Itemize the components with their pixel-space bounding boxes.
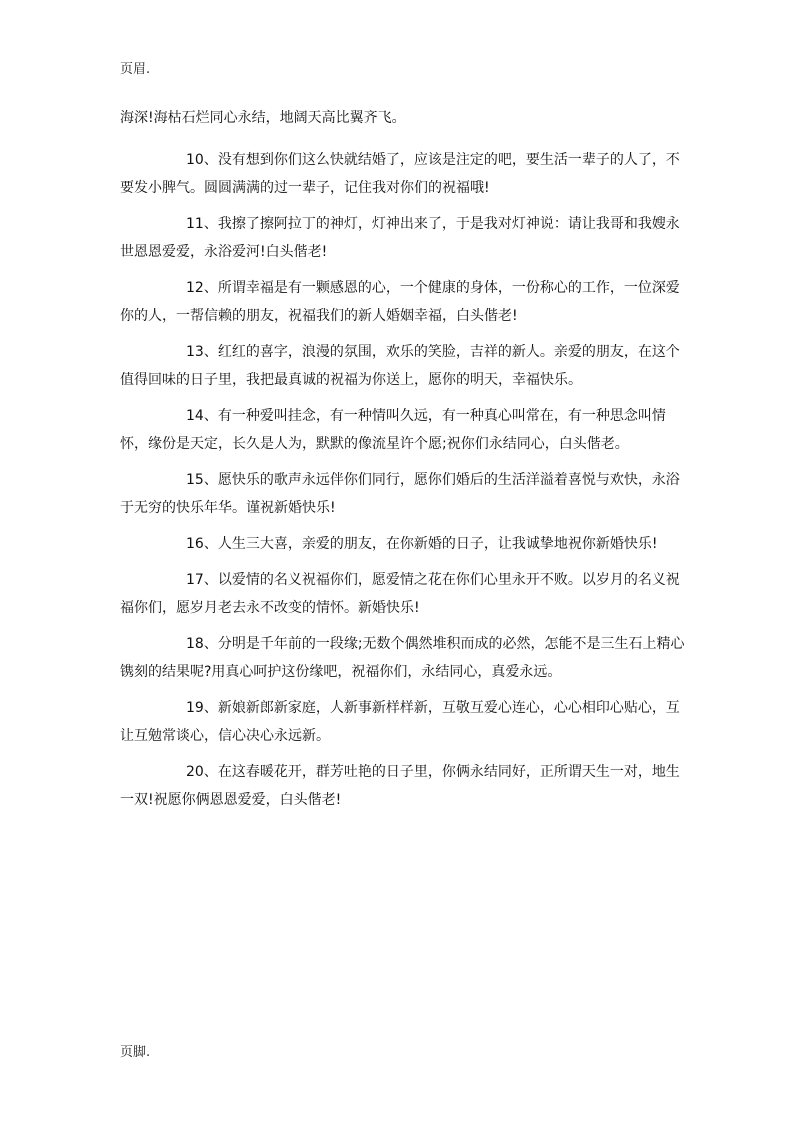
wish-item-16: 16、人生三大喜，亲爱的朋友，在你新婚的日子，让我诚挚地祝你新婚快乐!: [186, 536, 658, 552]
wish-item-18: 18、分明是千年前的一段缘;无数个偶然堆积而成的必然，怎能不是三生石上精心镌刻的结果呢?用真心呵护这份缘吧，祝福你们，永结同心，真爱永远。: [120, 636, 685, 680]
wish-item-10: 10、没有想到你们这么快就结婚了，应该是注定的吧，要生活一辈子的人了，不要发小脾气。圆圆满满的过一辈子，记住我对你们的祝福哦!: [120, 152, 680, 196]
page-header: 页眉.: [120, 62, 151, 77]
wish-item-12: 12、所谓幸福是有一颗感恩的心，一个健康的身体，一份称心的工作，一位深爱你的人，一帮信赖的朋友，祝福我们的新人婚姻幸福，白头偕老!: [120, 280, 680, 324]
wish-item-15: 15、愿快乐的歌声永远伴你们同行，愿你们婚后的生活洋溢着喜悦与欢快，永浴于无穷的快乐年华。谨祝新婚快乐!: [120, 472, 680, 516]
wish-item-14: 14、有一种爱叫挂念，有一种情叫久远，有一种真心叫常在，有一种思念叫情怀，缘份是天定，长久是人为，默默的像流星许个愿;祝你们永结同心，白头偕老。: [120, 408, 666, 452]
wish-item-11: 11、我擦了擦阿拉丁的神灯，灯神出来了，于是我对灯神说：请让我哥和我嫂永世恩恩爱爱，永浴爱河!白头偕老!: [120, 216, 680, 260]
body-text: [120, 104, 692, 822]
wish-item-19: 19、新娘新郎新家庭，人新事新样样新，互敬互爱心连心，心心相印心贴心，互让互勉常谈心，信心决心永远新。: [120, 700, 680, 744]
paragraph: 海深!海枯石烂同心永结，地阔天高比翼齐飞。: [120, 110, 406, 126]
wish-item-13: 13、红红的喜字，浪漫的氛围，欢乐的笑脸，吉祥的新人。亲爱的朋友，在这个值得回味的日子里，我把最真诚的祝福为你送上，愿你的明天，幸福快乐。: [120, 344, 680, 388]
wish-item-20: 20、在这春暖花开，群芳吐艳的日子里，你俩永结同好，正所谓天生一对，地生一双!祝愿你俩恩恩爱爱，白头偕老!: [120, 764, 680, 808]
page-footer: 页脚.: [120, 1045, 151, 1060]
wish-item-17: 17、以爱情的名义祝福你们，愿爱情之花在你们心里永开不败。以岁月的名义祝福你们，愿岁月老去永不改变的情怀。新婚快乐!: [120, 572, 680, 616]
